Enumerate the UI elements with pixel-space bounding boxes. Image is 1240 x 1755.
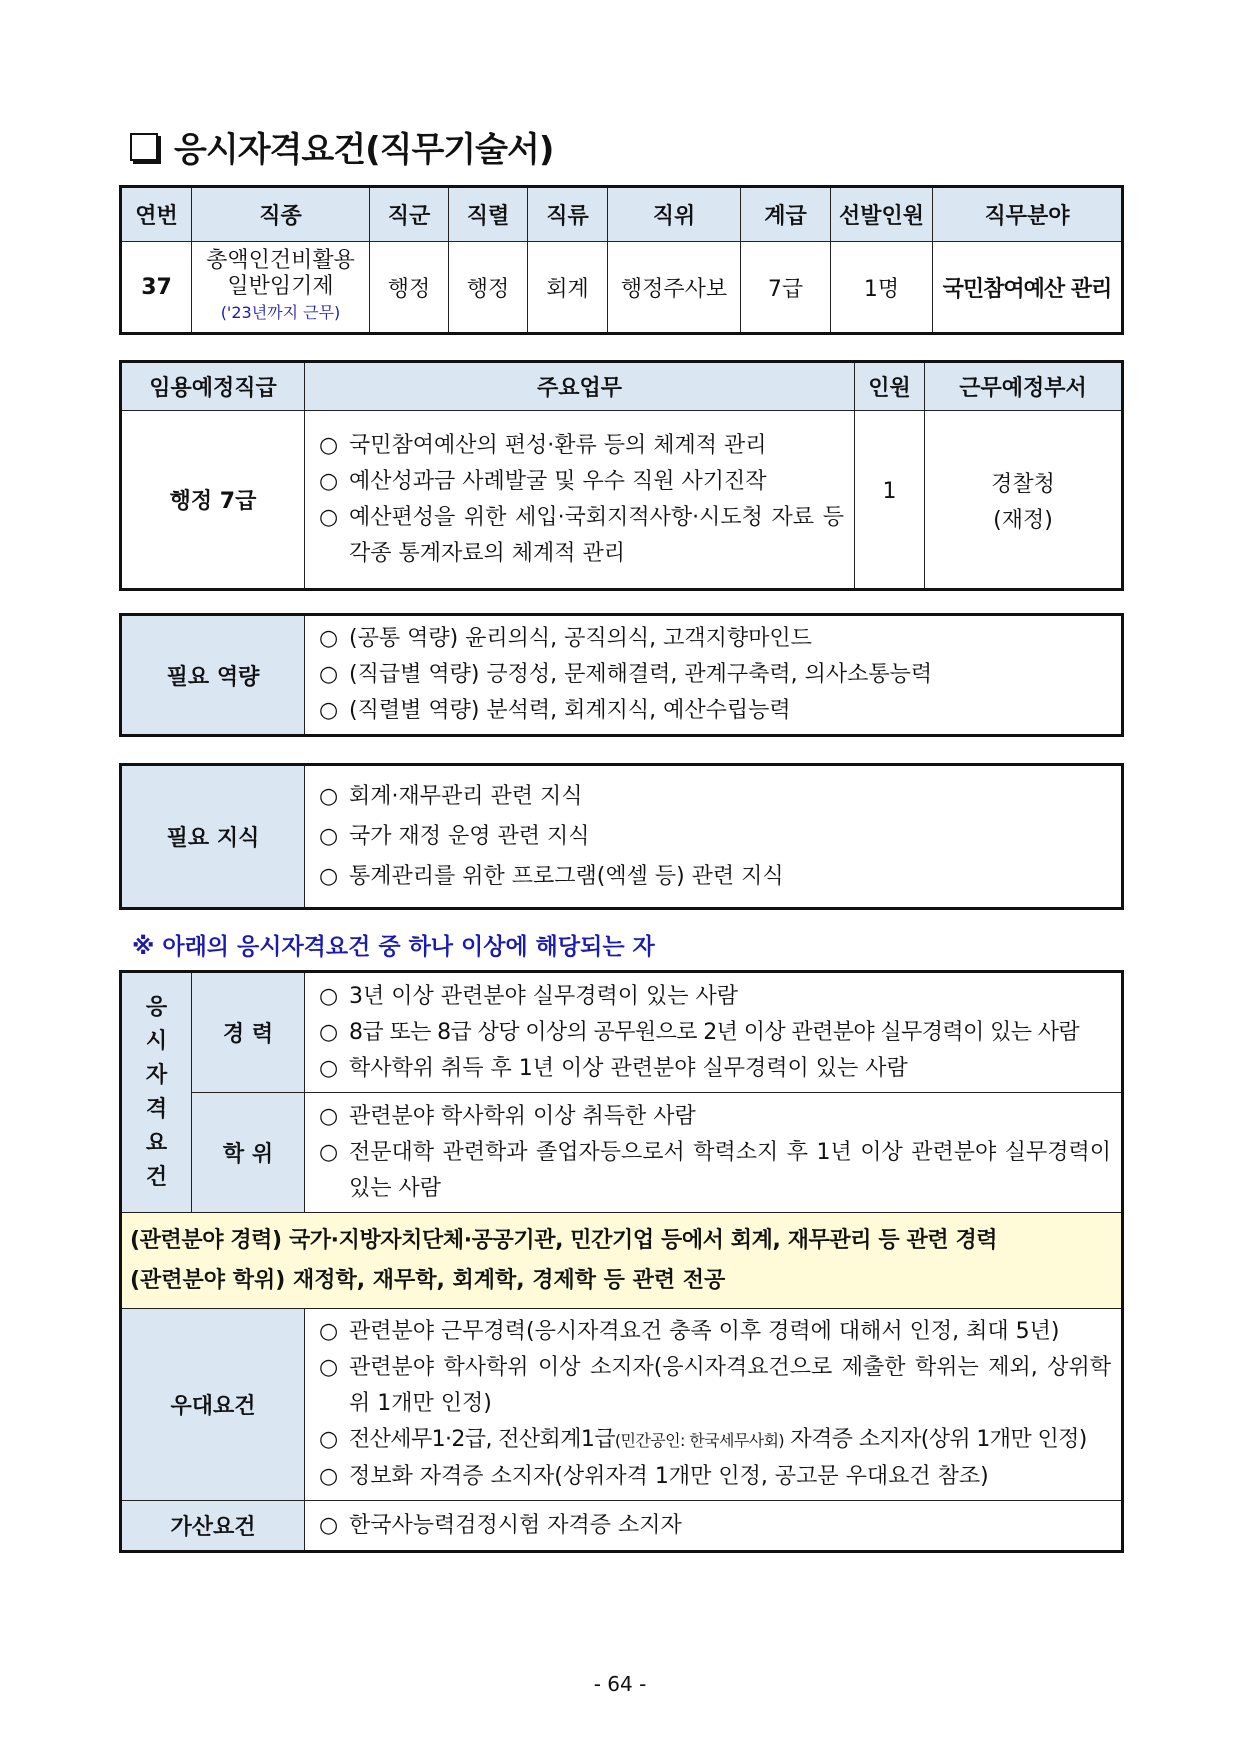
career-label: 경 력 [192, 973, 305, 1093]
preference-label: 우대요건 [122, 1309, 305, 1501]
header-appoint-grade: 임용예정직급 [122, 363, 305, 411]
cell-type [192, 242, 370, 333]
list-item: ○ (직급별 역량) 긍정성, 문제해결력, 관계구축력, 의사소통능력 [319, 662, 933, 687]
bonus-list [305, 1501, 1122, 1551]
list-item: ○ 한국사능력검정시험 자격증 소지자 [319, 1512, 682, 1538]
cell-no: 37 [122, 242, 192, 333]
header-dept: 근무예정부서 [925, 363, 1122, 411]
header-main-duty: 주요업무 [305, 363, 855, 411]
type-note: ('23년까지 근무) [220, 303, 341, 322]
cell-grade: 7급 [741, 242, 831, 333]
page-title-text: 응시자격요건(직무기술서) [174, 130, 554, 170]
list-item: ○ 관련분야 근무경력(응시자격요건 충족 이후 경력에 대해서 인정, 최대 5년) [319, 1319, 1060, 1344]
list-item: ○ (직렬별 역량) 분석력, 회계지식, 예산수립능력 [319, 698, 791, 723]
list-item: ○ 국가 재정 운영 관련 지식 [319, 823, 590, 849]
qualification-table [121, 972, 1122, 1551]
qualification-vertical-label: 응 시 자 격 요 건 [122, 973, 192, 1213]
header-field: 직무분야 [933, 188, 1122, 242]
knowledge-list [305, 766, 1122, 908]
list-item: ○ 8급 또는 8급 상당 이상의 공무원으로 2년 이상 관련분야 실무경력이 있는 사람 [319, 1019, 1080, 1045]
header-people: 인원 [855, 363, 925, 411]
cell-count: 1명 [831, 242, 933, 333]
header-grade: 계급 [741, 188, 831, 242]
header-class: 직류 [528, 188, 608, 242]
list-item: ○ 관련분야 학사학위 이상 취득한 사람 [319, 1103, 696, 1129]
list-item: ○ 3년 이상 관련분야 실무경력이 있는 사람 [319, 983, 738, 1009]
header-group: 직군 [370, 188, 449, 242]
header-position: 직위 [608, 188, 741, 242]
preference-list [305, 1309, 1122, 1501]
competency-label: 필요 역량 [122, 616, 305, 735]
cell-series: 행정 [449, 242, 528, 333]
cell-group: 행정 [370, 242, 449, 333]
page-number: - 64 - [593, 1672, 647, 1696]
header-count: 선발인원 [831, 188, 933, 242]
list-item: ○ 회계·재무관리 관련 지식 [319, 783, 583, 809]
job-info-table [121, 187, 1122, 333]
eligibility-note: ※ 아래의 응시자격요건 중 하나 이상에 해당되는 자 [132, 934, 655, 960]
knowledge-table [121, 765, 1122, 908]
appoint-grade: 행정 7급 [122, 411, 305, 589]
header-no: 연번 [122, 188, 192, 242]
cell-class: 회계 [528, 242, 608, 333]
related-career: (관련분야 경력) 국가·지방자치단체·공공기관, 민간기업 등에서 회계, 재무관리 등 관련 경력 [130, 1227, 998, 1253]
header-type: 직종 [192, 188, 370, 242]
dept: 경찰청 (재정) [925, 411, 1122, 589]
list-item: ○ 관련분야 학사학위 이상 소지자(응시자격요건으로 제출한 학위는 제외, 상위학위 1개만 인정) [319, 1355, 1111, 1416]
type-line1: 총액인건비활용 [206, 248, 355, 273]
bonus-label: 가산요건 [122, 1501, 305, 1551]
header-series: 직렬 [449, 188, 528, 242]
list-item: ○ 국민참여예산의 편성·환류 등의 체계적 관리 [319, 432, 767, 458]
list-item: ○ 통계관리를 위한 프로그램(엑셀 등) 관련 지식 [319, 863, 784, 889]
list-item: ○ 예산편성을 위한 세입·국회지적사항·시도청 자료 등 각종 통계자료의 체계적 관리 [319, 504, 844, 566]
list-item: ○ 학사학위 취득 후 1년 이상 관련분야 실무경력이 있는 사람 [319, 1055, 908, 1081]
cell-field: 국민참여예산 관리 [933, 242, 1122, 333]
duty-table [121, 362, 1122, 589]
related-degree: (관련분야 학위) 재정학, 재무학, 회계학, 경제학 등 관련 전공 [130, 1267, 726, 1293]
degree-list [305, 1093, 1122, 1213]
degree-label: 학 위 [192, 1093, 305, 1213]
career-list [305, 973, 1122, 1093]
knowledge-label: 필요 지식 [122, 766, 305, 908]
cell-position: 행정주사보 [608, 242, 741, 333]
competency-table [121, 615, 1122, 735]
list-item: ○ (공통 역량) 윤리의식, 공직의식, 고객지향마인드 [319, 626, 812, 651]
people-count: 1 [855, 411, 925, 589]
page-title [130, 122, 553, 171]
list-item: ○ 전문대학 관련학과 졸업자등으로서 학력소지 후 1년 이상 관련분야 실무경력이 있는 사람 [319, 1139, 1111, 1201]
competency-list [305, 616, 1122, 735]
list-item: ○ 예산성과금 사례발굴 및 우수 직원 사기진작 [319, 468, 767, 494]
checkbox-square-icon [130, 133, 158, 161]
list-item: ○ 정보화 자격증 소지자(상위자격 1개만 인정, 공고문 우대요건 참조) [319, 1464, 989, 1489]
list-item: ○ 전산세무1·2급, 전산회계1급(민간공인: 한국세무사회) 자격증 소지자(상위 1개만 인정) [319, 1427, 1087, 1452]
related-field-box [122, 1213, 1122, 1309]
duty-list [305, 411, 855, 589]
type-line2: 일반임기제 [227, 274, 334, 299]
